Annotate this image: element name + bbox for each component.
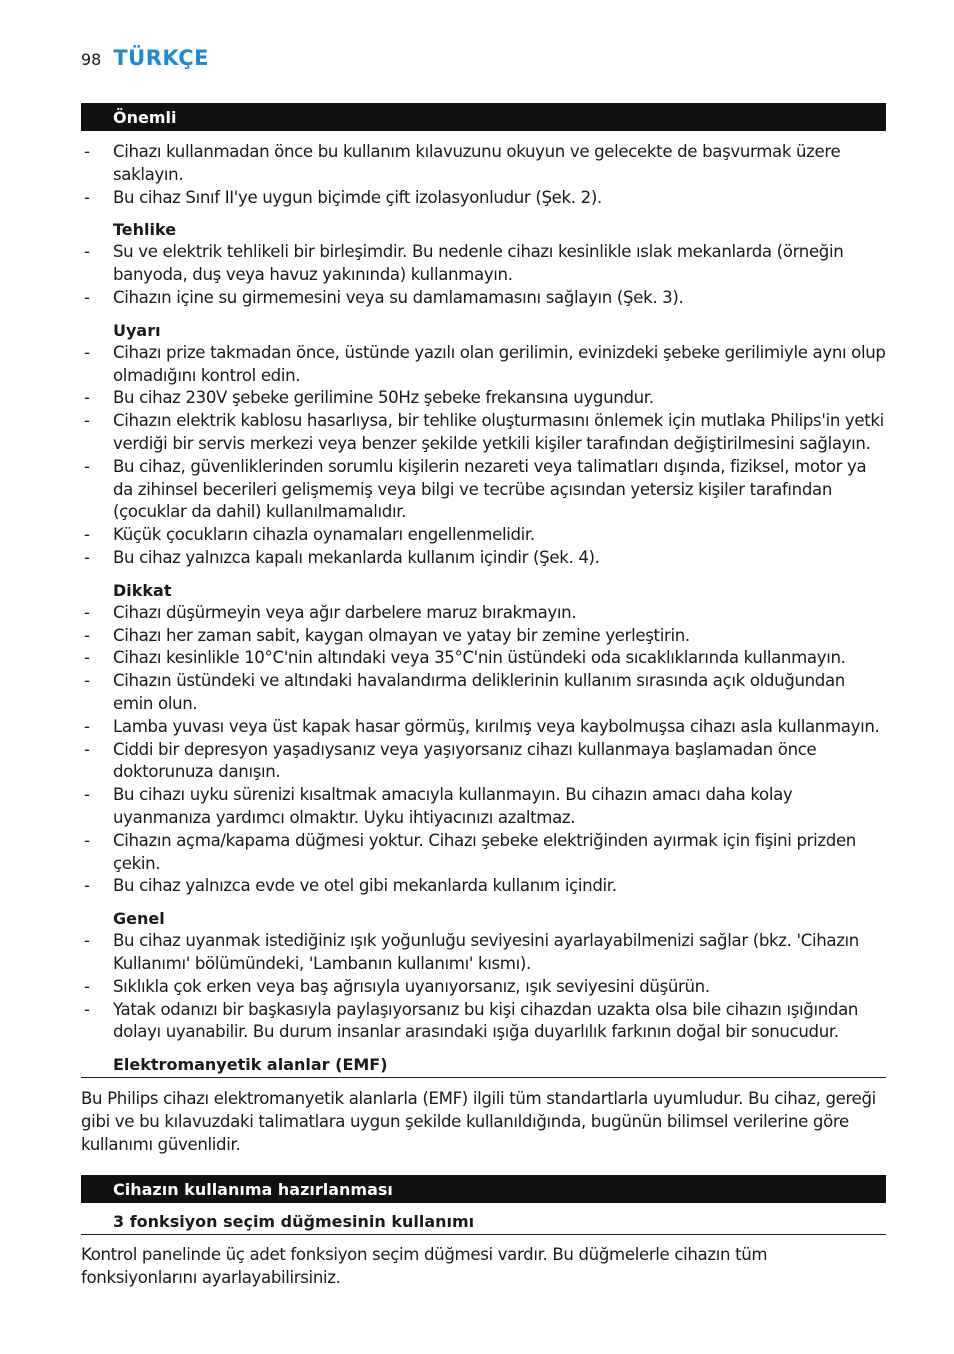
list-item: - Ciddi bir depresyon yaşadıysanız veya yaşıyorsanız cihazı kullanmaya başlamadan önce doktorunuza danışın. (81, 739, 886, 785)
list-item: - Cihazı düşürmeyin veya ağır darbelere maruz bırakmayın. (81, 602, 886, 625)
list-item: - Bu cihaz yalnızca kapalı mekanlarda kullanım içindir (Şek. 4). (81, 547, 886, 570)
list-item: - Yatak odanızı bir başkasıyla paylaşıyorsanız bu kişi cihazdan uzakta olsa bile cihazın ışığından dolayı uyanabilir. Bu durum insanlar arasındaki ışığa duyarlılık farkının doğal bir sonucudur. (81, 999, 886, 1045)
list-item: - Bu cihaz Sınıf II'ye uygun biçimde çift izolasyonludur (Şek. 2). (81, 187, 886, 210)
subheading-emf: Elektromanyetik alanlar (EMF) (81, 1054, 886, 1078)
subheading-caution: Dikkat (113, 580, 172, 600)
subheading-buttons: 3 fonksiyon seçim düğmesinin kullanımı (81, 1211, 886, 1235)
subheading-general: Genel (113, 909, 165, 929)
list-item: - Lamba yuvası veya üst kapak hasar görmüş, kırılmış veya kaybolmuşsa cihazı asla kullanmayın. (81, 716, 886, 739)
section-heading-preparing: Cihazın kullanıma hazırlanması (81, 1175, 886, 1203)
list-item: - Bu cihaz 230V şebeke gerilimine 50Hz şebeke frekansına uygundur. (81, 387, 886, 410)
page-number: 98 (81, 50, 102, 69)
list-item: - Bu cihaz, güvenliklerinden sorumlu kişilerin nezareti veya talimatları dışında, fiziksel, motor ya da zihinsel becerileri gelişmemiş veya bilgi ve tecrübe açısından yetersiz kişiler tarafından (çocuklar da dahil) kullanılmamalıdır. (81, 456, 886, 524)
caution-list (81, 602, 886, 898)
list-item: - Cihazın elektrik kablosu hasarlıysa, bir tehlike oluşturmasını önlemek için mutlaka Philips'in yetki verdiği bir servis merkezi veya benzer şekilde yetkili kişiler tarafından değiştirilmesini sağlayın. (81, 410, 886, 456)
danger-list (81, 241, 886, 309)
list-item: - Cihazı her zaman sabit, kaygan olmayan ve yatay bir zemine yerleştirin. (81, 625, 886, 648)
list-item: - Cihazı kullanmadan önce bu kullanım kılavuzunu okuyun ve gelecekte de başvurmak üzere saklayın. (81, 141, 886, 187)
buttons-paragraph: Kontrol panelinde üç adet fonksiyon seçim düğmesi vardır. Bu düğmelerle cihazın tüm fonksiyonlarını ayarlayabilirsiniz. (81, 1245, 768, 1288)
language-title: TÜRKÇE (113, 46, 209, 70)
list-item: - Küçük çocukların cihazla oynamaları engellenmelidir. (81, 524, 886, 547)
important-list (81, 141, 886, 209)
subheading-warning: Uyarı (113, 320, 161, 340)
list-item: - Cihazın açma/kapama düğmesi yoktur. Cihazı şebeke elektriğinden ayırmak için fişini prizden çekin. (81, 830, 886, 876)
list-item: - Cihazın içine su girmemesini veya su damlamamasını sağlayın (Şek. 3). (81, 287, 886, 310)
list-item: - Cihazın üstündeki ve altındaki havalandırma deliklerinin kullanım sırasında açık olduğundan emin olun. (81, 670, 886, 716)
list-item: - Su ve elektrik tehlikeli bir birleşimdir. Bu nedenle cihazı kesinlikle ıslak mekanlarda (örneğin banyoda, duş veya havuz yakınında) kullanmayın. (81, 241, 886, 287)
list-item: - Bu cihaz uyanmak istediğiniz ışık yoğunluğu seviyesini ayarlayabilmenizi sağlar (bkz. 'Cihazın Kullanımı' bölümündeki, 'Lambanın kullanımı' kısmı). (81, 930, 886, 976)
emf-paragraph: Bu Philips cihazı elektromanyetik alanlarla (EMF) ilgili tüm standartlarla uyumludur. Bu cihaz, gereği gibi ve bu kılavuzdaki talimatlara uygun şekilde kullanıldığında, bugünün bilimsel verilerine göre kullanımı güvenlidir. (81, 1089, 876, 1154)
list-item: - Cihazı kesinlikle 10°C'nin altındaki veya 35°C'nin üstündeki oda sıcaklıklarında kullanmayın. (81, 647, 886, 670)
list-item: - Cihazı prize takmadan önce, üstünde yazılı olan gerilimin, evinizdeki şebeke gerilimiyle aynı olup olmadığını kontrol edin. (81, 342, 886, 388)
page-header (81, 46, 209, 70)
list-item: - Bu cihaz yalnızca evde ve otel gibi mekanlarda kullanım içindir. (81, 875, 886, 898)
page-content (81, 103, 886, 1290)
list-item: - Sıklıkla çok erken veya baş ağrısıyla uyanıyorsanız, ışık seviyesini düşürün. (81, 976, 886, 999)
list-item: - Bu cihazı uyku sürenizi kısaltmak amacıyla kullanmayın. Bu cihazın amacı daha kolay uyanmanıza yardımcı olmaktır. Uyku ihtiyacınızı azaltmaz. (81, 784, 886, 830)
section-heading-important: Önemli (81, 103, 886, 131)
general-list (81, 930, 886, 1044)
subheading-danger: Tehlike (113, 220, 177, 240)
warning-list (81, 342, 886, 570)
